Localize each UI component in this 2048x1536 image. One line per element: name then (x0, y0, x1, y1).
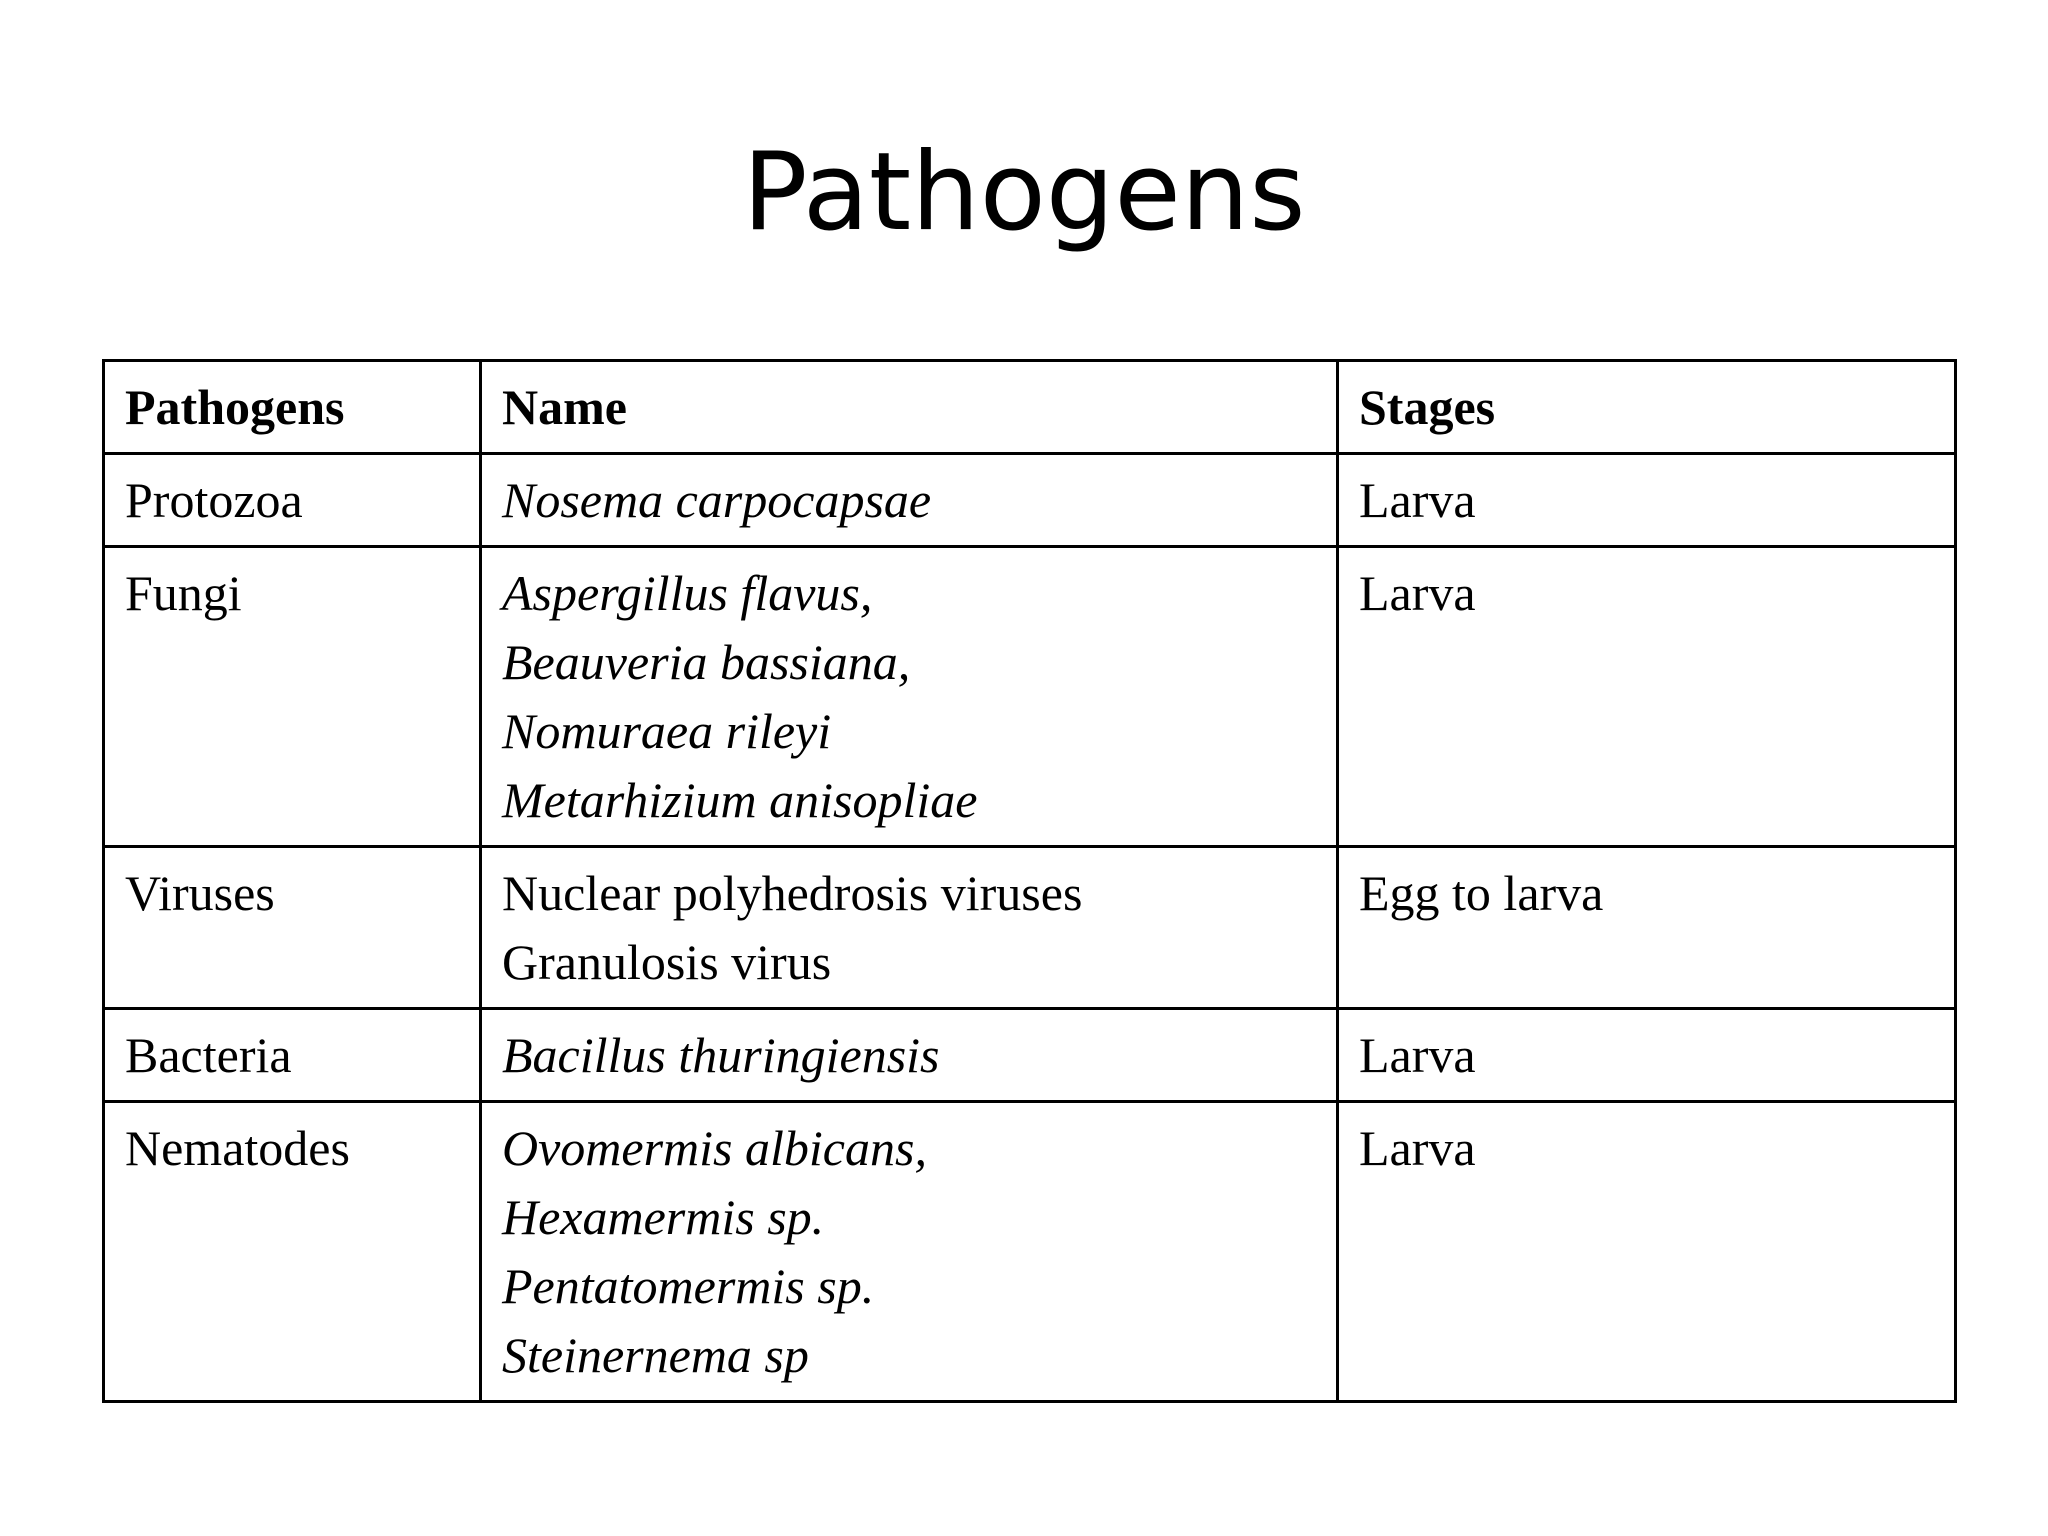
name-line: Nomuraea rileyi (502, 703, 832, 759)
stage-cell: Larva (1338, 547, 1956, 847)
table-header-row (104, 361, 1956, 454)
pathogen-cell: Viruses (104, 847, 481, 1009)
name-line: Steinernema sp (502, 1327, 809, 1383)
stage-cell: Larva (1338, 454, 1956, 547)
name-line: Granulosis virus (502, 934, 832, 990)
name-line: Bacillus thuringiensis (502, 1027, 940, 1083)
table-row (104, 454, 1956, 547)
name-line: Nosema carpocapsae (502, 472, 932, 528)
table-row (104, 847, 1956, 1009)
pathogen-cell: Bacteria (104, 1009, 481, 1102)
name-cell (481, 847, 1338, 1009)
name-line: Ovomermis albicans, (502, 1120, 927, 1176)
name-cell (481, 1009, 1338, 1102)
name-cell (481, 454, 1338, 547)
name-line: Metarhizium anisopliae (502, 772, 978, 828)
name-cell (481, 547, 1338, 847)
stage-cell: Egg to larva (1338, 847, 1956, 1009)
table-row (104, 1102, 1956, 1402)
table-row (104, 1009, 1956, 1102)
header-name: Name (481, 361, 1338, 454)
stage-cell: Larva (1338, 1102, 1956, 1402)
header-stages: Stages (1338, 361, 1956, 454)
pathogen-cell: Fungi (104, 547, 481, 847)
pathogen-cell: Nematodes (104, 1102, 481, 1402)
table-row (104, 547, 1956, 847)
stage-cell: Larva (1338, 1009, 1956, 1102)
name-line: Aspergillus flavus, (502, 565, 873, 621)
name-line: Pentatomermis sp. (502, 1258, 875, 1314)
pathogen-cell: Protozoa (104, 454, 481, 547)
name-line: Nuclear polyhedrosis viruses (502, 865, 1083, 921)
name-cell (481, 1102, 1338, 1402)
header-pathogens: Pathogens (104, 361, 481, 454)
name-line: Beauveria bassiana, (502, 634, 911, 690)
slide-title: Pathogens (742, 130, 1306, 255)
pathogen-table (102, 359, 1957, 1403)
name-line: Hexamermis sp. (502, 1189, 825, 1245)
